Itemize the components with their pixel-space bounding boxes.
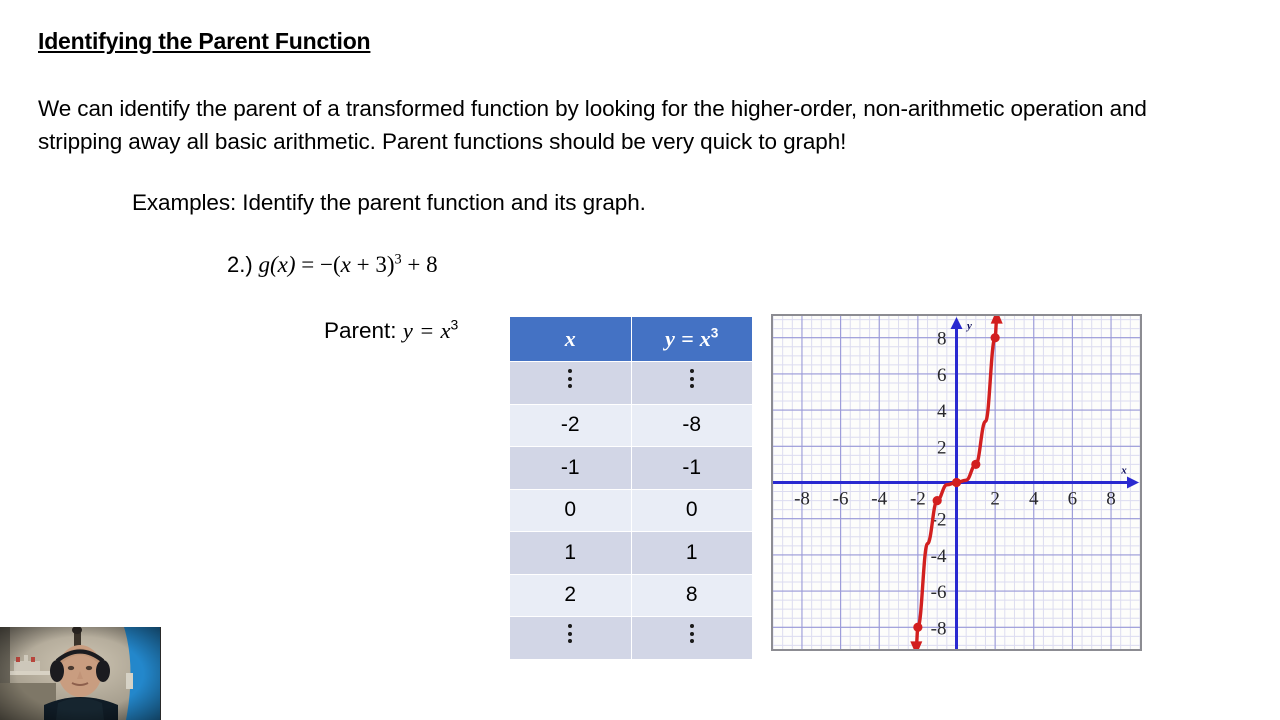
page-title: Identifying the Parent Function bbox=[38, 28, 371, 54]
table-cell-x bbox=[510, 617, 632, 660]
y-tick-label: -6 bbox=[930, 582, 947, 604]
examples-prompt: Examples: Identify the parent function and its graph. bbox=[132, 190, 646, 215]
table-row bbox=[510, 574, 753, 617]
y-tick-label: 4 bbox=[937, 401, 947, 423]
y-axis-label: y bbox=[967, 320, 972, 332]
equation-rhs-minus: −( bbox=[319, 252, 341, 277]
y-axis-arrowhead bbox=[951, 317, 963, 329]
table-cell-y bbox=[631, 362, 753, 405]
y-tick-label: -2 bbox=[930, 509, 947, 531]
parent-exponent: 3 bbox=[450, 316, 459, 333]
y-tick-label: 2 bbox=[937, 437, 947, 459]
equation-rhs-tail: + 8 bbox=[401, 252, 438, 277]
table-header-y-lhs: y bbox=[665, 326, 675, 351]
data-point-marker bbox=[933, 496, 942, 505]
table-cell-y bbox=[631, 617, 753, 660]
vertical-dots-icon bbox=[568, 621, 572, 647]
table-cell-x bbox=[510, 362, 632, 405]
x-tick-label: 8 bbox=[1106, 488, 1116, 510]
graph-canvas bbox=[773, 316, 1140, 649]
table-cell-x: 2 bbox=[510, 574, 632, 617]
x-tick-label: -4 bbox=[871, 488, 888, 510]
table-row bbox=[510, 617, 753, 660]
table-cell-x: 0 bbox=[510, 489, 632, 532]
equation-rhs-exponent: 3 bbox=[394, 251, 402, 268]
data-point-marker bbox=[991, 333, 1000, 342]
equation-paren-close: ) bbox=[287, 252, 296, 277]
equation-equals: = bbox=[301, 252, 315, 277]
table-header-y-var: x bbox=[699, 326, 711, 351]
equation-argument: x bbox=[277, 252, 288, 277]
value-table bbox=[509, 316, 753, 660]
x-tick-label: 4 bbox=[1029, 488, 1039, 510]
table-cell-y: 1 bbox=[631, 532, 753, 575]
parent-lhs: y bbox=[402, 318, 413, 343]
cubic-graph bbox=[771, 314, 1142, 651]
table-header-y bbox=[631, 317, 753, 362]
parent-equals: = bbox=[419, 318, 435, 343]
x-axis-arrowhead bbox=[1127, 477, 1139, 489]
curve-arrowhead-bottom bbox=[910, 641, 922, 649]
equation-function-name: g bbox=[258, 252, 270, 277]
parent-label: Parent: bbox=[324, 318, 397, 343]
table-header-y-exponent: 3 bbox=[710, 325, 719, 341]
y-tick-label: 6 bbox=[937, 364, 947, 386]
data-point-marker bbox=[913, 623, 922, 632]
problem-number: 2.) bbox=[227, 252, 253, 277]
equation-paren-open: ( bbox=[269, 252, 278, 277]
body-paragraph: We can identify the parent of a transformed function by looking for the higher-order, non-arithmetic operation and stripping away all basic arithmetic. Parent functions should be very quick to graph! bbox=[38, 96, 1147, 154]
table-row bbox=[510, 447, 753, 490]
x-tick-label: 2 bbox=[990, 488, 1000, 510]
x-tick-label: 6 bbox=[1067, 488, 1078, 510]
table-cell-y: 8 bbox=[631, 574, 753, 617]
table-body bbox=[510, 362, 753, 660]
table-row bbox=[510, 532, 753, 575]
vertical-dots-icon bbox=[690, 366, 694, 392]
parent-var: x bbox=[440, 318, 451, 343]
table-header-x-label: x bbox=[564, 326, 576, 351]
table-cell-x: -1 bbox=[510, 447, 632, 490]
y-tick-label: -4 bbox=[930, 545, 947, 567]
x-tick-label: -8 bbox=[794, 488, 810, 510]
x-tick-label: -2 bbox=[909, 488, 926, 510]
webcam-video-frame bbox=[0, 627, 160, 720]
data-point-marker bbox=[952, 478, 961, 487]
table-row bbox=[510, 362, 753, 405]
equation-rhs-var: x bbox=[340, 252, 351, 277]
parent-function-line bbox=[324, 318, 458, 344]
table-cell-x: -2 bbox=[510, 404, 632, 447]
table-cell-y: 0 bbox=[631, 489, 753, 532]
equation-rhs-plus-three: + 3) bbox=[350, 252, 395, 277]
table-cell-y: -1 bbox=[631, 447, 753, 490]
problem-equation bbox=[227, 252, 438, 278]
x-tick-label: -6 bbox=[832, 488, 849, 510]
y-tick-label: -8 bbox=[930, 618, 947, 640]
table-cell-y: -8 bbox=[631, 404, 753, 447]
vertical-dots-icon bbox=[690, 621, 694, 647]
curve-arrowhead-top bbox=[991, 316, 1003, 324]
vertical-dots-icon bbox=[568, 366, 572, 392]
data-point-marker bbox=[971, 460, 980, 469]
table-cell-x: 1 bbox=[510, 532, 632, 575]
table-header-row bbox=[510, 317, 753, 362]
table-header-y-equals: = bbox=[681, 326, 694, 351]
table-header-x bbox=[510, 317, 632, 362]
table-row bbox=[510, 404, 753, 447]
table-row bbox=[510, 489, 753, 532]
x-axis-label: x bbox=[1121, 464, 1127, 477]
y-tick-label: 8 bbox=[937, 328, 947, 350]
presenter-webcam-overlay[interactable] bbox=[0, 627, 161, 720]
